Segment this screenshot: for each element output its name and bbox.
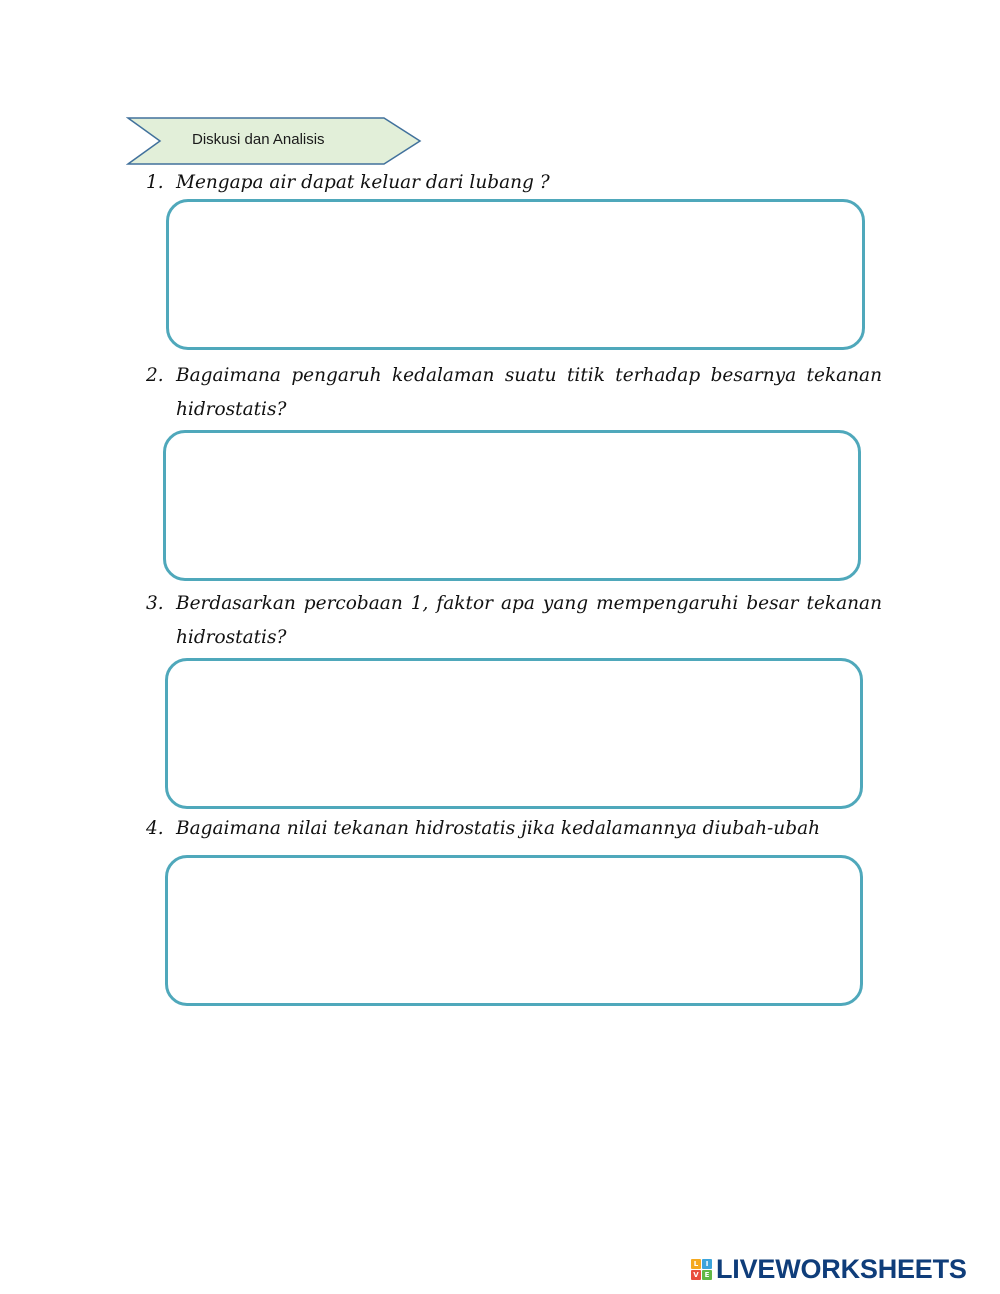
question-3 [146, 587, 882, 655]
answer-box-4[interactable] [165, 855, 863, 1006]
question-1 [146, 166, 882, 200]
question-number: 1. [146, 172, 164, 193]
question-number: 3. [146, 593, 164, 614]
question-number: 4. [146, 818, 164, 839]
section-header-tag [126, 117, 422, 165]
question-text: Mengapa air dapat keluar dari lubang ? [176, 172, 550, 193]
answer-box-1[interactable] [166, 199, 865, 350]
liveworksheets-logo[interactable] [691, 1252, 967, 1286]
answer-box-3[interactable] [165, 658, 863, 809]
section-title: Diskusi dan Analisis [192, 131, 325, 148]
question-4 [146, 812, 882, 846]
question-number: 2. [146, 365, 164, 386]
question-text: Berdasarkan percobaan 1, faktor apa yang mempengaruhi besar tekanan hidrostatis? [176, 593, 882, 648]
logo-blocks-icon: L I V E [691, 1259, 712, 1280]
question-2 [146, 359, 882, 427]
answer-box-2[interactable] [163, 430, 861, 581]
question-text: Bagaimana pengaruh kedalaman suatu titik terhadap besarnya tekanan hidrostatis? [176, 365, 882, 420]
question-text: Bagaimana nilai tekanan hidrostatis jika kedalamannya diubah-ubah [176, 818, 821, 839]
logo-text: LIVEWORKSHEETS [716, 1253, 967, 1284]
